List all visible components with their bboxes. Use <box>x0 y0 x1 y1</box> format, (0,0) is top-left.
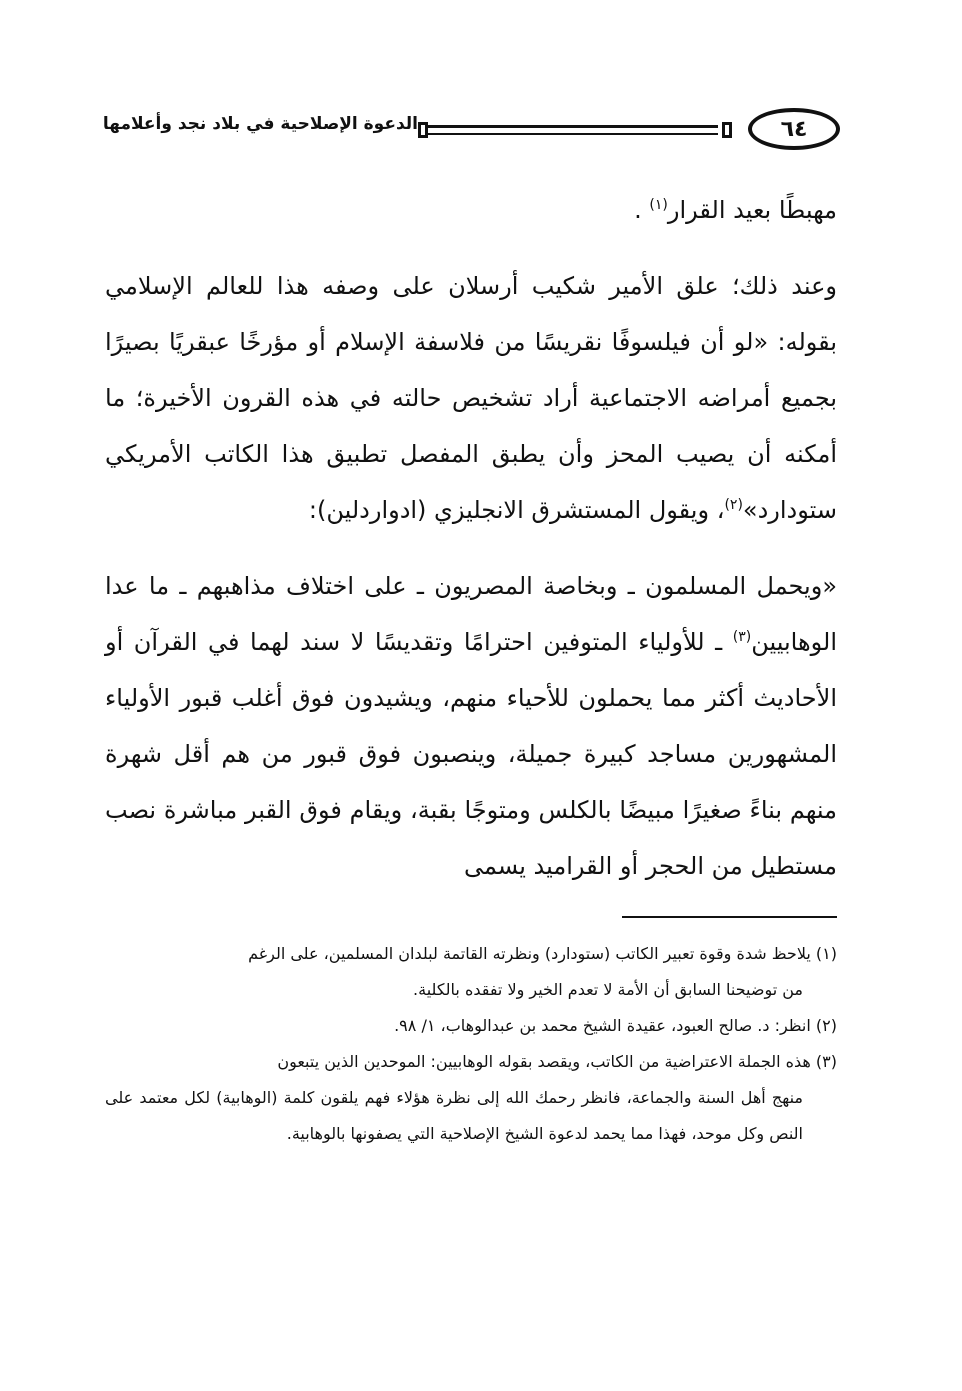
paragraph-2 <box>105 558 837 894</box>
footnote-2: (٢) انظر: د. صالح العبود، عقيدة الشيخ محمد بن عبدالوهاب، ١/ ٩٨. <box>394 1016 837 1035</box>
footnote-ref-2: (٢) <box>724 497 743 513</box>
paragraph-2-text-a: «ويحمل المسلمون ـ وبخاصة المصريون ـ على اختلاف مذاهبهم ـ ما عدا الوهابيين <box>105 572 837 656</box>
header-rule-cap-right <box>722 122 732 138</box>
footnotes <box>105 936 837 1152</box>
footnote-separator <box>622 916 837 918</box>
main-text <box>105 182 837 894</box>
footnote-1-line-1: (١) يلاحظ شدة وقوة تعبير الكاتب (ستودارد) ونظرته القاتمة لبلدان المسلمين، على الرغم <box>248 944 837 963</box>
header-rule-cap-left <box>418 122 428 138</box>
footnote-ref-1: (١) <box>649 197 668 213</box>
running-title: الدعوة الإصلاحية في بلاد نجد وأعلامها <box>102 114 418 134</box>
page-number: ٦٤ <box>780 116 808 142</box>
page-number-badge <box>748 108 840 150</box>
paragraph-0-end: . <box>634 196 650 224</box>
page-header <box>100 108 840 152</box>
footnote-1-line-2: من توضيحنا السابق أن الأمة لا تعدم الخير ولا تفقده بالكلية. <box>413 980 803 999</box>
paragraph-1 <box>105 258 837 538</box>
paragraph-1-text-a: وعند ذلك؛ علق الأمير شكيب أرسلان على وصفه هذا للعالم الإسلامي بقوله: «لو أن فيلسوفًا نقريسًا من فلاسفة الإسلام أو مؤرخًا عبقريًا بصيرًا بجميع أمراضه الاجتماعية أراد تشخيص حالته في هذه القرون الأخيرة؛ ما أمكنه أن يصيب المحز وأن يطبق المفصل تطبيق هذا الكاتب الأمريكي ستودارد» <box>105 272 837 524</box>
paragraph-0-text: مهبطًا بعيد القرار <box>667 196 837 224</box>
footnote-3-line-1: (٣) هذه الجملة الاعتراضية من الكاتب، ويقصد بقوله الوهابيين: الموحدين الذين يتبعون <box>277 1052 837 1071</box>
footnote-ref-3: (٣) <box>732 629 752 645</box>
header-rule <box>428 125 718 135</box>
footnote-3-line-2: منهج أهل السنة والجماعة، فانظر رحمك الله إلى نظرة هؤلاء فهم يلقون كلمة (الوهابية) لكل معتمد على النص وكل موحد، فهذا مما يحمد لدعوة الشيخ الإصلاحية التي يصفونها بالوهابية. <box>105 1088 803 1143</box>
paragraph-1-text-b: ، ويقول المستشرق الانجليزي (ادواردلين): <box>308 496 725 524</box>
paragraph-0 <box>105 182 837 238</box>
paragraph-2-text-b: ـ للأولياء المتوفين احترامًا وتقديسًا لا سند لهما في القرآن أو الأحاديث أكثر مما يحملون للأحياء منهم، ويشيدون فوق أغلب قبور الأولياء المشهورين مساجد كبيرة جميلة، وينصبون فوق قبور من هم أقل شهرة منهم بناءً صغيرًا مبيضًا بالكلس ومتوجًا بقبة، ويقام فوق القبر مباشرة نصب مستطيل من الحجر أو القراميد يسمى <box>105 628 837 880</box>
